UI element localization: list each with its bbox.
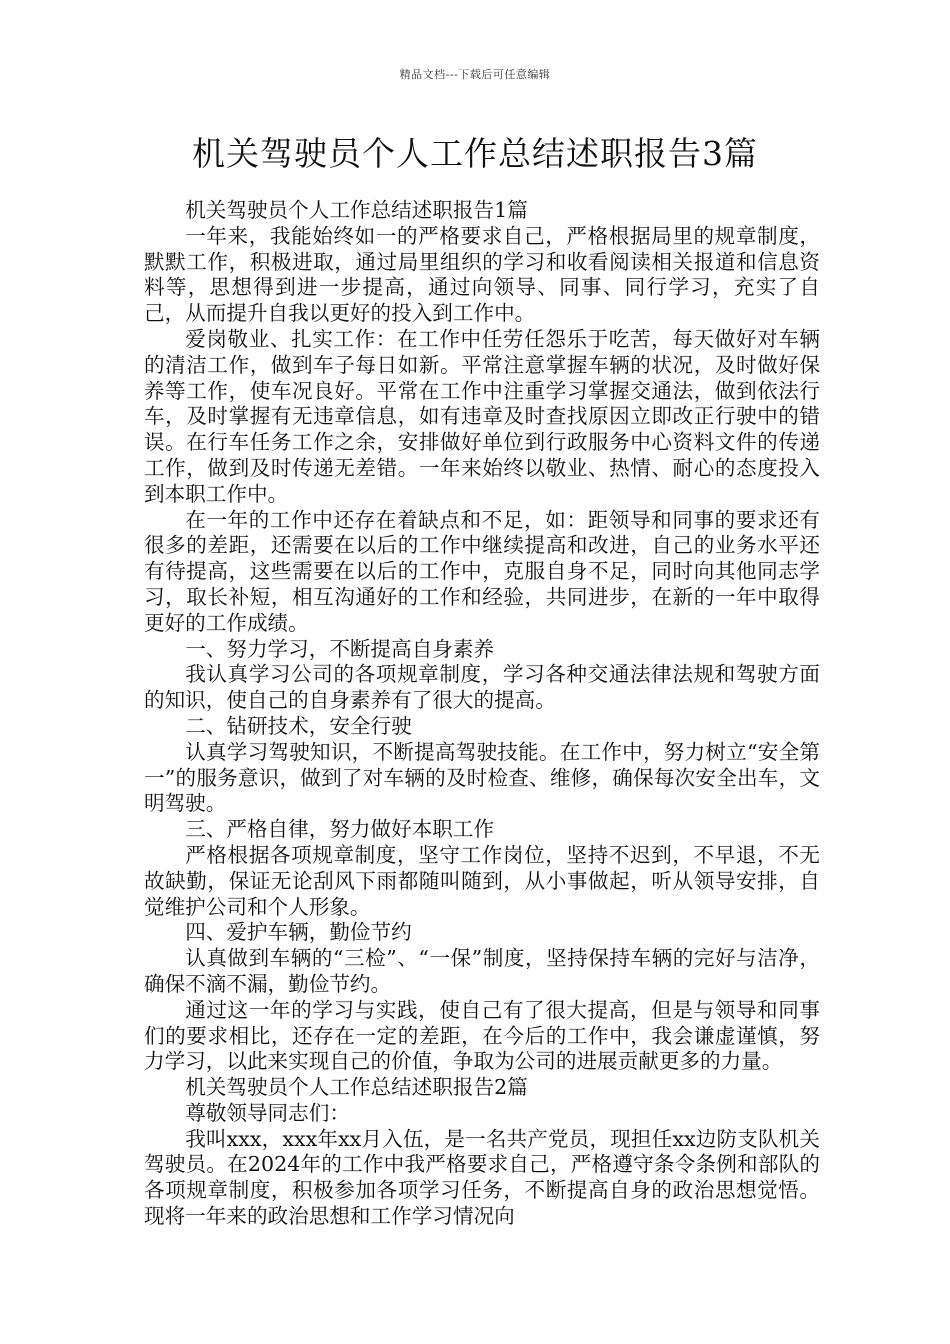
paragraph: 认真学习驾驶知识，不断提高驾驶技能。在工作中，努力树立“安全第一”的服务意识，做到了对车辆的及时检查、维修，确保每次安全出车，文明驾驶。 (144, 739, 820, 816)
subheading: 一、努力学习，不断提高自身素养 (185, 636, 495, 661)
section-heading-report-2: 机关驾驶员个人工作总结述职报告2篇 (185, 1075, 528, 1100)
paragraph: 认真做到车辆的“三检”、“一保”制度，坚持保持车辆的完好与洁净，确保不滴不漏，勤俭节约。 (144, 946, 820, 996)
paragraph: 一年来，我能始终如一的严格要求自己，严格根据局里的规章制度，默默工作，积极进取，通过局里组织的学习和收看阅读相关报道和信息资料等，思想得到进一步提高，通过向领导、同事、同行学习，充实了自己，从而提升自我以更好的投入到工作中。 (144, 223, 820, 326)
paragraph: 爱岗敬业、扎实工作：在工作中任劳任怨乐于吃苦，每天做好对车辆的清洁工作，做到车子每日如新。平常注意掌握车辆的状况，及时做好保养等工作，使车况良好。平常在工作中注重学习掌握交通法，做到依法行车，及时掌握有无违章信息，如有违章及时查找原因立即改正行驶中的错误。在行车任务工作之余，安排做好单位到行政服务中心资料文件的传递工作，做到及时传递无差错。一年来始终以敬业、热情、耐心的态度投入到本职工作中。 (144, 326, 820, 506)
document-title: 机关驾驶员个人工作总结述职报告3篇 (192, 134, 758, 173)
header-note: 精品文档---下载后可任意编辑 (399, 68, 551, 81)
document-body (144, 198, 820, 1230)
paragraph: 在一年的工作中还存在着缺点和不足，如：距领导和同事的要求还有很多的差距，还需要在以后的工作中继续提高和改进，自己的业务水平还有待提高，这些需要在以后的工作中，克服自身不足，同时向其他同志学习，取长补短，相互沟通好的工作和经验，共同进步，在新的一年中取得更好的工作成绩。 (144, 507, 820, 635)
paragraph: 我认真学习公司的各项规章制度，学习各种交通法律法规和驾驶方面的知识，使自己的自身素养有了很大的提高。 (144, 662, 820, 713)
paragraph: 严格根据各项规章制度，坚守工作岗位，坚持不迟到，不早退，不无故缺勤，保证无论刮风下雨都随叫随到，从小事做起，听从领导安排，自觉维护公司和个人形象。 (144, 842, 820, 919)
section-heading-report-1: 机关驾驶员个人工作总结述职报告1篇 (185, 198, 528, 222)
subheading: 四、爱护车辆，勤俭节约 (185, 920, 412, 945)
subheading: 三、严格自律，努力做好本职工作 (185, 817, 495, 842)
salutation: 尊敬领导同志们： (185, 1100, 350, 1125)
paragraph: 通过这一年的学习与实践，使自己有了很大提高，但是与领导和同事们的要求相比，还存在一定的差距，在今后的工作中，我会谦虚谨慎，努力学习，以此来实现自己的价值，争取为公司的进展贡献更多的力量。 (144, 997, 820, 1074)
subheading: 二、钻研技术，安全行驶 (185, 713, 412, 738)
paragraph: 我叫xxx，xxx年xx月入伍，是一名共产党员，现担任xx边防支队机关驾驶员。在2024年的工作中我严格要求自己，严格遵守条令条例和部队的各项规章制度，积极参加各项学习任务，不断提高自身的政治思想觉悟。现将一年来的政治思想和工作学习情况向 (144, 1126, 820, 1229)
